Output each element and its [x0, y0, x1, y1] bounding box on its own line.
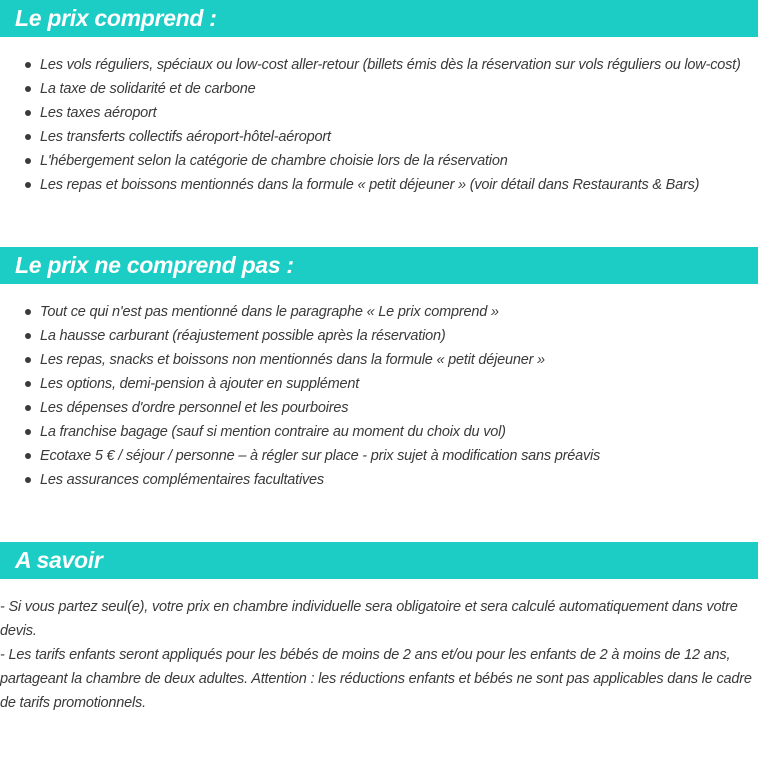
list-item-text: La hausse carburant (réajustement possible après la réservation) — [40, 328, 446, 344]
bullet-icon — [25, 357, 31, 363]
list-item — [0, 149, 741, 173]
list-item-text: Les vols réguliers, spéciaux ou low-cost aller-retour (billets émis dès la réservation sur vols réguliers ou low-cost) — [40, 57, 741, 73]
section-title-not-included: Le prix ne comprend pas : — [0, 247, 758, 284]
list-item — [0, 173, 741, 197]
bullet-icon — [25, 134, 31, 140]
bullet-icon — [25, 429, 31, 435]
included-list — [0, 53, 741, 197]
bullet-icon — [25, 453, 31, 459]
list-item-text: Ecotaxe 5 € / séjour / personne – à régler sur place - prix sujet à modification sans préavis — [40, 448, 601, 464]
list-item-text: Les dépenses d'ordre personnel et les pourboires — [40, 400, 349, 416]
list-item-text: Les assurances complémentaires facultatives — [40, 472, 324, 488]
good-to-know-text — [0, 595, 758, 715]
list-item — [0, 300, 600, 324]
list-item-text: La taxe de solidarité et de carbone — [40, 81, 256, 97]
bullet-icon — [25, 333, 31, 339]
list-item — [0, 324, 600, 348]
bullet-icon — [25, 158, 31, 164]
list-item-text: L'hébergement selon la catégorie de chambre choisie lors de la réservation — [40, 153, 508, 169]
bullet-icon — [25, 309, 31, 315]
list-item — [0, 125, 741, 149]
list-item — [0, 444, 600, 468]
info-paragraph: - Les tarifs enfants seront appliqués pour les bébés de moins de 2 ans et/ou pour les enfants de 2 à moins de 12 ans, partageant la chambre de deux adultes. Attention : les réductions enfants et bébés ne sont pas applicables dans le cadre de tarifs promotionnels. — [0, 647, 752, 711]
bullet-icon — [25, 110, 31, 116]
list-item — [0, 372, 600, 396]
list-item — [0, 101, 741, 125]
list-item-text: La franchise bagage (sauf si mention contraire au moment du choix du vol) — [40, 424, 506, 440]
bullet-icon — [25, 381, 31, 387]
list-item-text: Les transferts collectifs aéroport-hôtel-aéroport — [40, 129, 331, 145]
list-item — [0, 468, 600, 492]
list-item — [0, 53, 741, 77]
not-included-list — [0, 300, 600, 492]
list-item-text: Les repas et boissons mentionnés dans la formule « petit déjeuner » (voir détail dans Restaurants & Bars) — [40, 177, 700, 193]
info-paragraph: - Si vous partez seul(e), votre prix en chambre individuelle sera obligatoire et sera calculé automatiquement dans votre devis. — [0, 599, 738, 639]
bullet-icon — [25, 86, 31, 92]
list-item-text: Les taxes aéroport — [40, 105, 157, 121]
list-item — [0, 420, 600, 444]
bullet-icon — [25, 477, 31, 483]
list-item-text: Les repas, snacks et boissons non mentionnés dans la formule « petit déjeuner » — [40, 352, 545, 368]
list-item — [0, 77, 741, 101]
section-title-included: Le prix comprend : — [0, 0, 758, 37]
bullet-icon — [25, 182, 31, 188]
list-item-text: Tout ce qui n'est pas mentionné dans le paragraphe « Le prix comprend » — [40, 304, 499, 320]
list-item — [0, 396, 600, 420]
section-title-good-to-know: A savoir — [0, 542, 758, 579]
bullet-icon — [25, 62, 31, 68]
list-item-text: Les options, demi-pension à ajouter en supplément — [40, 376, 360, 392]
list-item — [0, 348, 600, 372]
bullet-icon — [25, 405, 31, 411]
